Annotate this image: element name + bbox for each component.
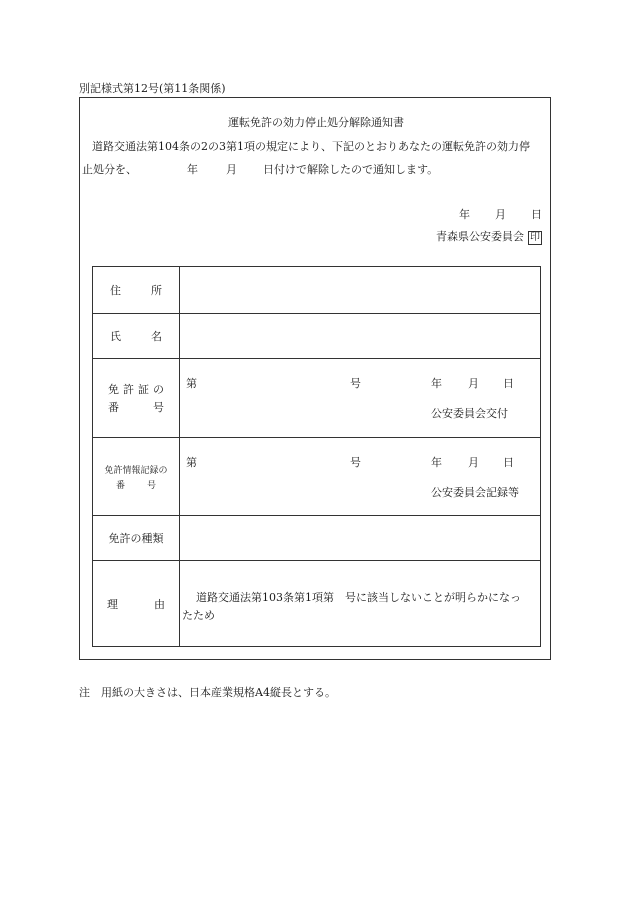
body-text-line-1: 道路交通法第104条の2の3第1項の規定により、下記のとおりあなたの運転免許の効力停 (92, 140, 530, 153)
name-label-cell (93, 314, 180, 359)
type-value-cell (180, 516, 541, 561)
seal-mark: 印 (530, 232, 540, 243)
type-label: 免許の種類 (108, 532, 164, 545)
address-label-char: 住 (110, 284, 121, 297)
issuer-name: 青森県公安委員会 (436, 230, 524, 243)
row-name (93, 314, 541, 359)
license-label-char: 証 (138, 383, 149, 396)
reason-label-char: 理 (107, 597, 118, 611)
license-label-char: 免 (108, 383, 119, 396)
body-text-line-2 (82, 161, 438, 177)
record-no-prefix: 第 (186, 456, 197, 469)
record-year: 年 (431, 456, 442, 469)
row-address (93, 267, 541, 314)
reason-value-cell (180, 561, 541, 647)
body-year-blank: 年 (187, 163, 198, 176)
reason-text-line-1: 道路交通法第103条第1項第 号に該当しないことが明らかになっ (196, 591, 521, 604)
issue-date-month: 月 (495, 208, 506, 221)
license-day: 日 (503, 377, 514, 390)
license-month: 月 (468, 377, 479, 390)
record-label-char: 号 (146, 480, 156, 491)
record-no-suffix: 号 (350, 456, 361, 469)
license-label-cell (93, 359, 180, 438)
notice-form-frame (79, 97, 551, 660)
record-value-cell (180, 438, 541, 516)
record-label-line-1: 免許情報記録の (104, 465, 168, 476)
address-label-cell (93, 267, 180, 314)
license-value-cell (180, 359, 541, 438)
reason-text-line-2: たため (182, 609, 215, 622)
record-label-cell (93, 438, 180, 516)
paper-size-note: 注 用紙の大きさは、日本産業規格A4縦長とする。 (79, 686, 336, 699)
license-no-suffix: 号 (350, 377, 361, 390)
address-label-char: 所 (151, 284, 162, 297)
license-no-prefix: 第 (186, 377, 197, 390)
row-reason (93, 561, 541, 647)
details-table (92, 266, 541, 647)
form-number-header: 別記様式第12号(第11条関係) (79, 82, 226, 95)
license-label-char: 号 (153, 401, 164, 414)
reason-label-cell (93, 561, 180, 647)
row-license-type (93, 516, 541, 561)
issue-date-year: 年 (459, 208, 470, 221)
issue-date-day: 日 (531, 208, 542, 221)
row-record-number (93, 438, 541, 516)
reason-label-char: 由 (154, 597, 165, 611)
license-label-char: 許 (123, 383, 134, 396)
address-value-cell (180, 267, 541, 314)
license-year: 年 (431, 377, 442, 390)
issuer-line (436, 228, 542, 245)
name-label-char: 氏 (110, 330, 121, 343)
name-value-cell (180, 314, 541, 359)
body-month-blank: 月 (226, 163, 237, 176)
record-registered-by: 公安委員会記録等 (431, 486, 519, 499)
record-month: 月 (468, 456, 479, 469)
license-issued-by: 公安委員会交付 (431, 407, 508, 420)
row-license-number (93, 359, 541, 438)
document-title: 運転免許の効力停止処分解除通知書 (228, 116, 404, 129)
name-label-char: 名 (151, 330, 162, 343)
record-label-char: 番 (115, 480, 125, 491)
record-day: 日 (503, 456, 514, 469)
license-label-char: 番 (108, 401, 119, 414)
type-label-cell (93, 516, 180, 561)
issue-date (459, 206, 542, 222)
body-text-prefix: 止処分を、 (82, 163, 137, 176)
body-text-suffix: 日付けで解除したので通知します。 (263, 163, 439, 176)
license-label-char: の (153, 383, 164, 396)
